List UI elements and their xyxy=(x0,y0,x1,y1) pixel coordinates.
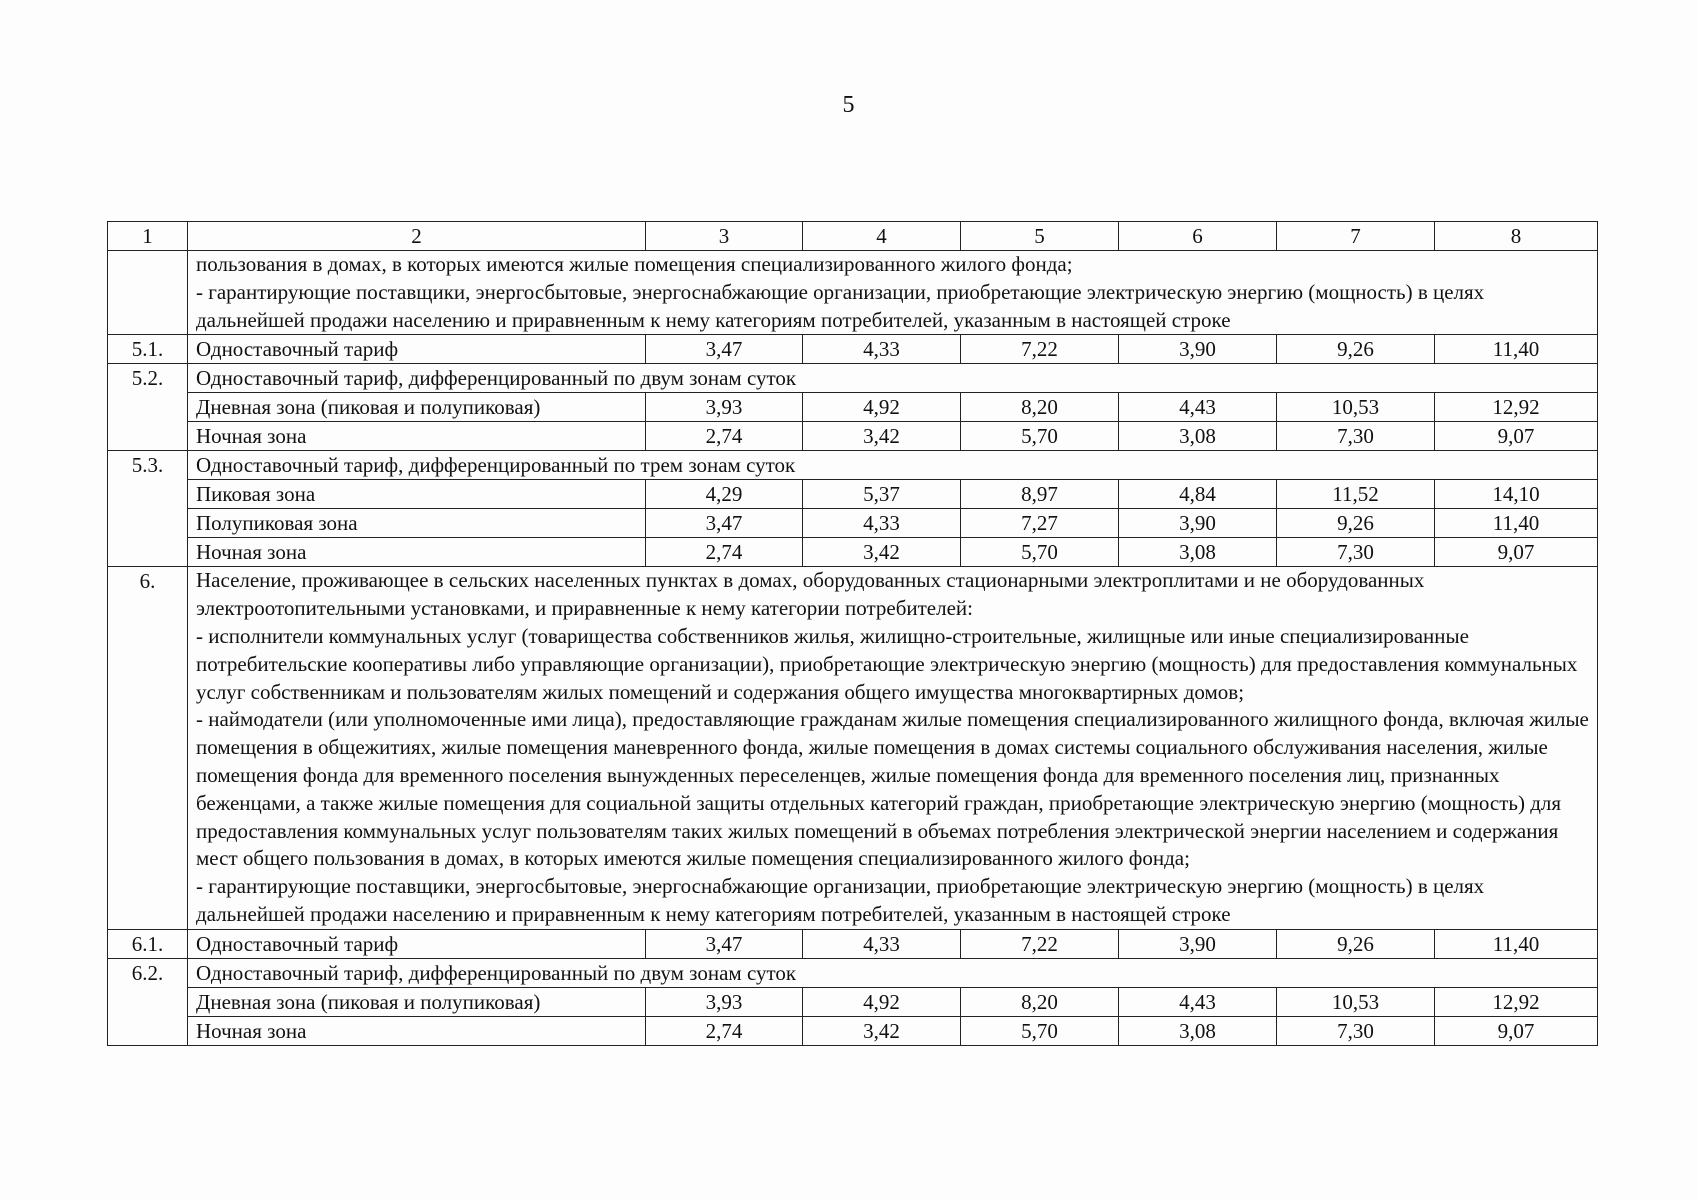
value-cell: 10,53 xyxy=(1277,987,1435,1016)
value-cell: 3,08 xyxy=(1119,538,1277,567)
section-6-row xyxy=(108,567,1598,929)
value-cell: 3,42 xyxy=(803,1016,961,1045)
row-number: 6. xyxy=(108,567,188,929)
value-cell: 9,26 xyxy=(1277,929,1435,958)
row-label: Дневная зона (пиковая и полупиковая) xyxy=(188,393,646,422)
value-cell: 2,74 xyxy=(646,1016,803,1045)
continuation-row xyxy=(108,251,1598,335)
value-cell: 7,22 xyxy=(961,335,1119,364)
value-cell: 10,53 xyxy=(1277,393,1435,422)
row-number: 5.3. xyxy=(108,451,188,567)
table-row xyxy=(108,929,1598,958)
table-row xyxy=(108,422,1598,451)
value-cell: 8,97 xyxy=(961,480,1119,509)
row-label: Одноставочный тариф xyxy=(188,335,646,364)
column-number: 8 xyxy=(1435,222,1598,251)
value-cell: 5,70 xyxy=(961,1016,1119,1045)
value-cell: 4,43 xyxy=(1119,393,1277,422)
value-cell: 7,27 xyxy=(961,509,1119,538)
paragraph: пользования в домах, в которых имеются жилые помещения специализированного жилого фонда; xyxy=(196,252,1073,276)
table-row xyxy=(108,987,1598,1016)
continuation-text xyxy=(188,251,1598,335)
value-cell: 12,92 xyxy=(1435,393,1598,422)
value-cell: 3,93 xyxy=(646,393,803,422)
value-cell: 3,42 xyxy=(803,422,961,451)
value-cell: 11,40 xyxy=(1435,509,1598,538)
value-cell: 7,30 xyxy=(1277,1016,1435,1045)
paragraph: - гарантирующие поставщики, энергосбытовые, энергоснабжающие организации, приобретающие электрическую энергию (мощность) в целях дальнейшей продажи населению и приравненным к нему категориям потребителей, указанным в настоящей строке xyxy=(196,874,1485,926)
empty-number-cell xyxy=(108,251,188,335)
row-label: Одноставочный тариф xyxy=(188,929,646,958)
row-label: Ночная зона xyxy=(188,422,646,451)
row-label: Ночная зона xyxy=(188,1016,646,1045)
value-cell: 4,33 xyxy=(803,509,961,538)
column-number: 6 xyxy=(1119,222,1277,251)
row-number: 5.1. xyxy=(108,335,188,364)
value-cell: 4,84 xyxy=(1119,480,1277,509)
column-number: 3 xyxy=(646,222,803,251)
table-row xyxy=(108,480,1598,509)
value-cell: 5,37 xyxy=(803,480,961,509)
value-cell: 4,92 xyxy=(803,987,961,1016)
value-cell: 5,70 xyxy=(961,538,1119,567)
value-cell: 9,26 xyxy=(1277,509,1435,538)
value-cell: 9,07 xyxy=(1435,1016,1598,1045)
row-label: Пиковая зона xyxy=(188,480,646,509)
value-cell: 3,90 xyxy=(1119,929,1277,958)
column-number: 7 xyxy=(1277,222,1435,251)
row-label: Полупиковая зона xyxy=(188,509,646,538)
row-number: 6.2. xyxy=(108,958,188,1045)
row-number: 6.1. xyxy=(108,929,188,958)
value-cell: 7,30 xyxy=(1277,538,1435,567)
table-row xyxy=(108,335,1598,364)
column-number: 1 xyxy=(108,222,188,251)
section-title-row xyxy=(108,364,1598,393)
value-cell: 9,07 xyxy=(1435,422,1598,451)
value-cell: 4,33 xyxy=(803,929,961,958)
column-number: 2 xyxy=(188,222,646,251)
value-cell: 14,10 xyxy=(1435,480,1598,509)
row-label: Дневная зона (пиковая и полупиковая) xyxy=(188,987,646,1016)
value-cell: 2,74 xyxy=(646,538,803,567)
section-title: Одноставочный тариф, дифференцированный по трем зонам суток xyxy=(188,451,1598,480)
column-number-row xyxy=(108,222,1598,251)
value-cell: 9,07 xyxy=(1435,538,1598,567)
value-cell: 11,40 xyxy=(1435,335,1598,364)
value-cell: 9,26 xyxy=(1277,335,1435,364)
section-title-row xyxy=(108,451,1598,480)
section-title: Одноставочный тариф, дифференцированный по двум зонам суток xyxy=(188,958,1598,987)
value-cell: 11,40 xyxy=(1435,929,1598,958)
value-cell: 3,90 xyxy=(1119,335,1277,364)
value-cell: 5,70 xyxy=(961,422,1119,451)
table-row xyxy=(108,509,1598,538)
section-6-text xyxy=(188,567,1598,929)
value-cell: 2,74 xyxy=(646,422,803,451)
paragraph: Население, проживающее в сельских населенных пунктах в домах, оборудованных стационарными электроплитами и не оборудованных электроотопительными установками, и приравненные к нему категории потребителей: xyxy=(196,568,1425,621)
table-row xyxy=(108,393,1598,422)
section-title-row xyxy=(108,958,1598,987)
value-cell: 3,47 xyxy=(646,929,803,958)
column-number: 5 xyxy=(961,222,1119,251)
value-cell: 3,93 xyxy=(646,987,803,1016)
value-cell: 4,43 xyxy=(1119,987,1277,1016)
tariff-table xyxy=(107,221,1598,1046)
value-cell: 11,52 xyxy=(1277,480,1435,509)
value-cell: 8,20 xyxy=(961,393,1119,422)
value-cell: 4,92 xyxy=(803,393,961,422)
row-label: Ночная зона xyxy=(188,538,646,567)
value-cell: 4,29 xyxy=(646,480,803,509)
table-row xyxy=(108,538,1598,567)
value-cell: 3,08 xyxy=(1119,422,1277,451)
value-cell: 12,92 xyxy=(1435,987,1598,1016)
paragraph: - наймодатели (или уполномоченные ими лица), предоставляющие гражданам жилые помещения специализированного жилищного фонда, включая жилые помещения в общежитиях, жилые помещения маневренного фонда, жилые помещения в домах системы социального обслуживания населения, жилые помещения фонда для временного поселения вынужденных переселенцев, жилые помещения фонда для временного поселения лиц, признанных беженцами, а также жилые помещения для социальной защиты отдельных категорий граждан, приобретающие электрическую энергию (мощность) для предоставления коммунальных услуг пользователям таких жилых помещений в объемах потребления электрической энергии населением и содержания мест общего пользования в домах, в которых имеются жилые помещения специализированного жилого фонда; xyxy=(196,707,1589,871)
section-title: Одноставочный тариф, дифференцированный по двум зонам суток xyxy=(188,364,1598,393)
value-cell: 3,47 xyxy=(646,335,803,364)
page-number: 5 xyxy=(842,92,855,118)
value-cell: 3,08 xyxy=(1119,1016,1277,1045)
value-cell: 3,90 xyxy=(1119,509,1277,538)
value-cell: 3,42 xyxy=(803,538,961,567)
value-cell: 4,33 xyxy=(803,335,961,364)
value-cell: 7,30 xyxy=(1277,422,1435,451)
paragraph: - гарантирующие поставщики, энергосбытовые, энергоснабжающие организации, приобретающие электрическую энергию (мощность) в целях дальнейшей продажи населению и приравненным к нему категориям потребителей, указанным в настоящей строке xyxy=(196,279,1485,332)
column-number: 4 xyxy=(803,222,961,251)
value-cell: 3,47 xyxy=(646,509,803,538)
paragraph: - исполнители коммунальных услуг (товарищества собственников жилья, жилищно-строительные, жилищные или иные специализированные потребительские кооперативы либо управляющие организации), приобретающие электрическую энергию (мощность) для предоставления коммунальных услуг собственникам и пользователям жилых помещений и содержания общего имущества многоквартирных домов; xyxy=(196,623,1578,704)
value-cell: 7,22 xyxy=(961,929,1119,958)
value-cell: 8,20 xyxy=(961,987,1119,1016)
row-number: 5.2. xyxy=(108,364,188,451)
table-row xyxy=(108,1016,1598,1045)
